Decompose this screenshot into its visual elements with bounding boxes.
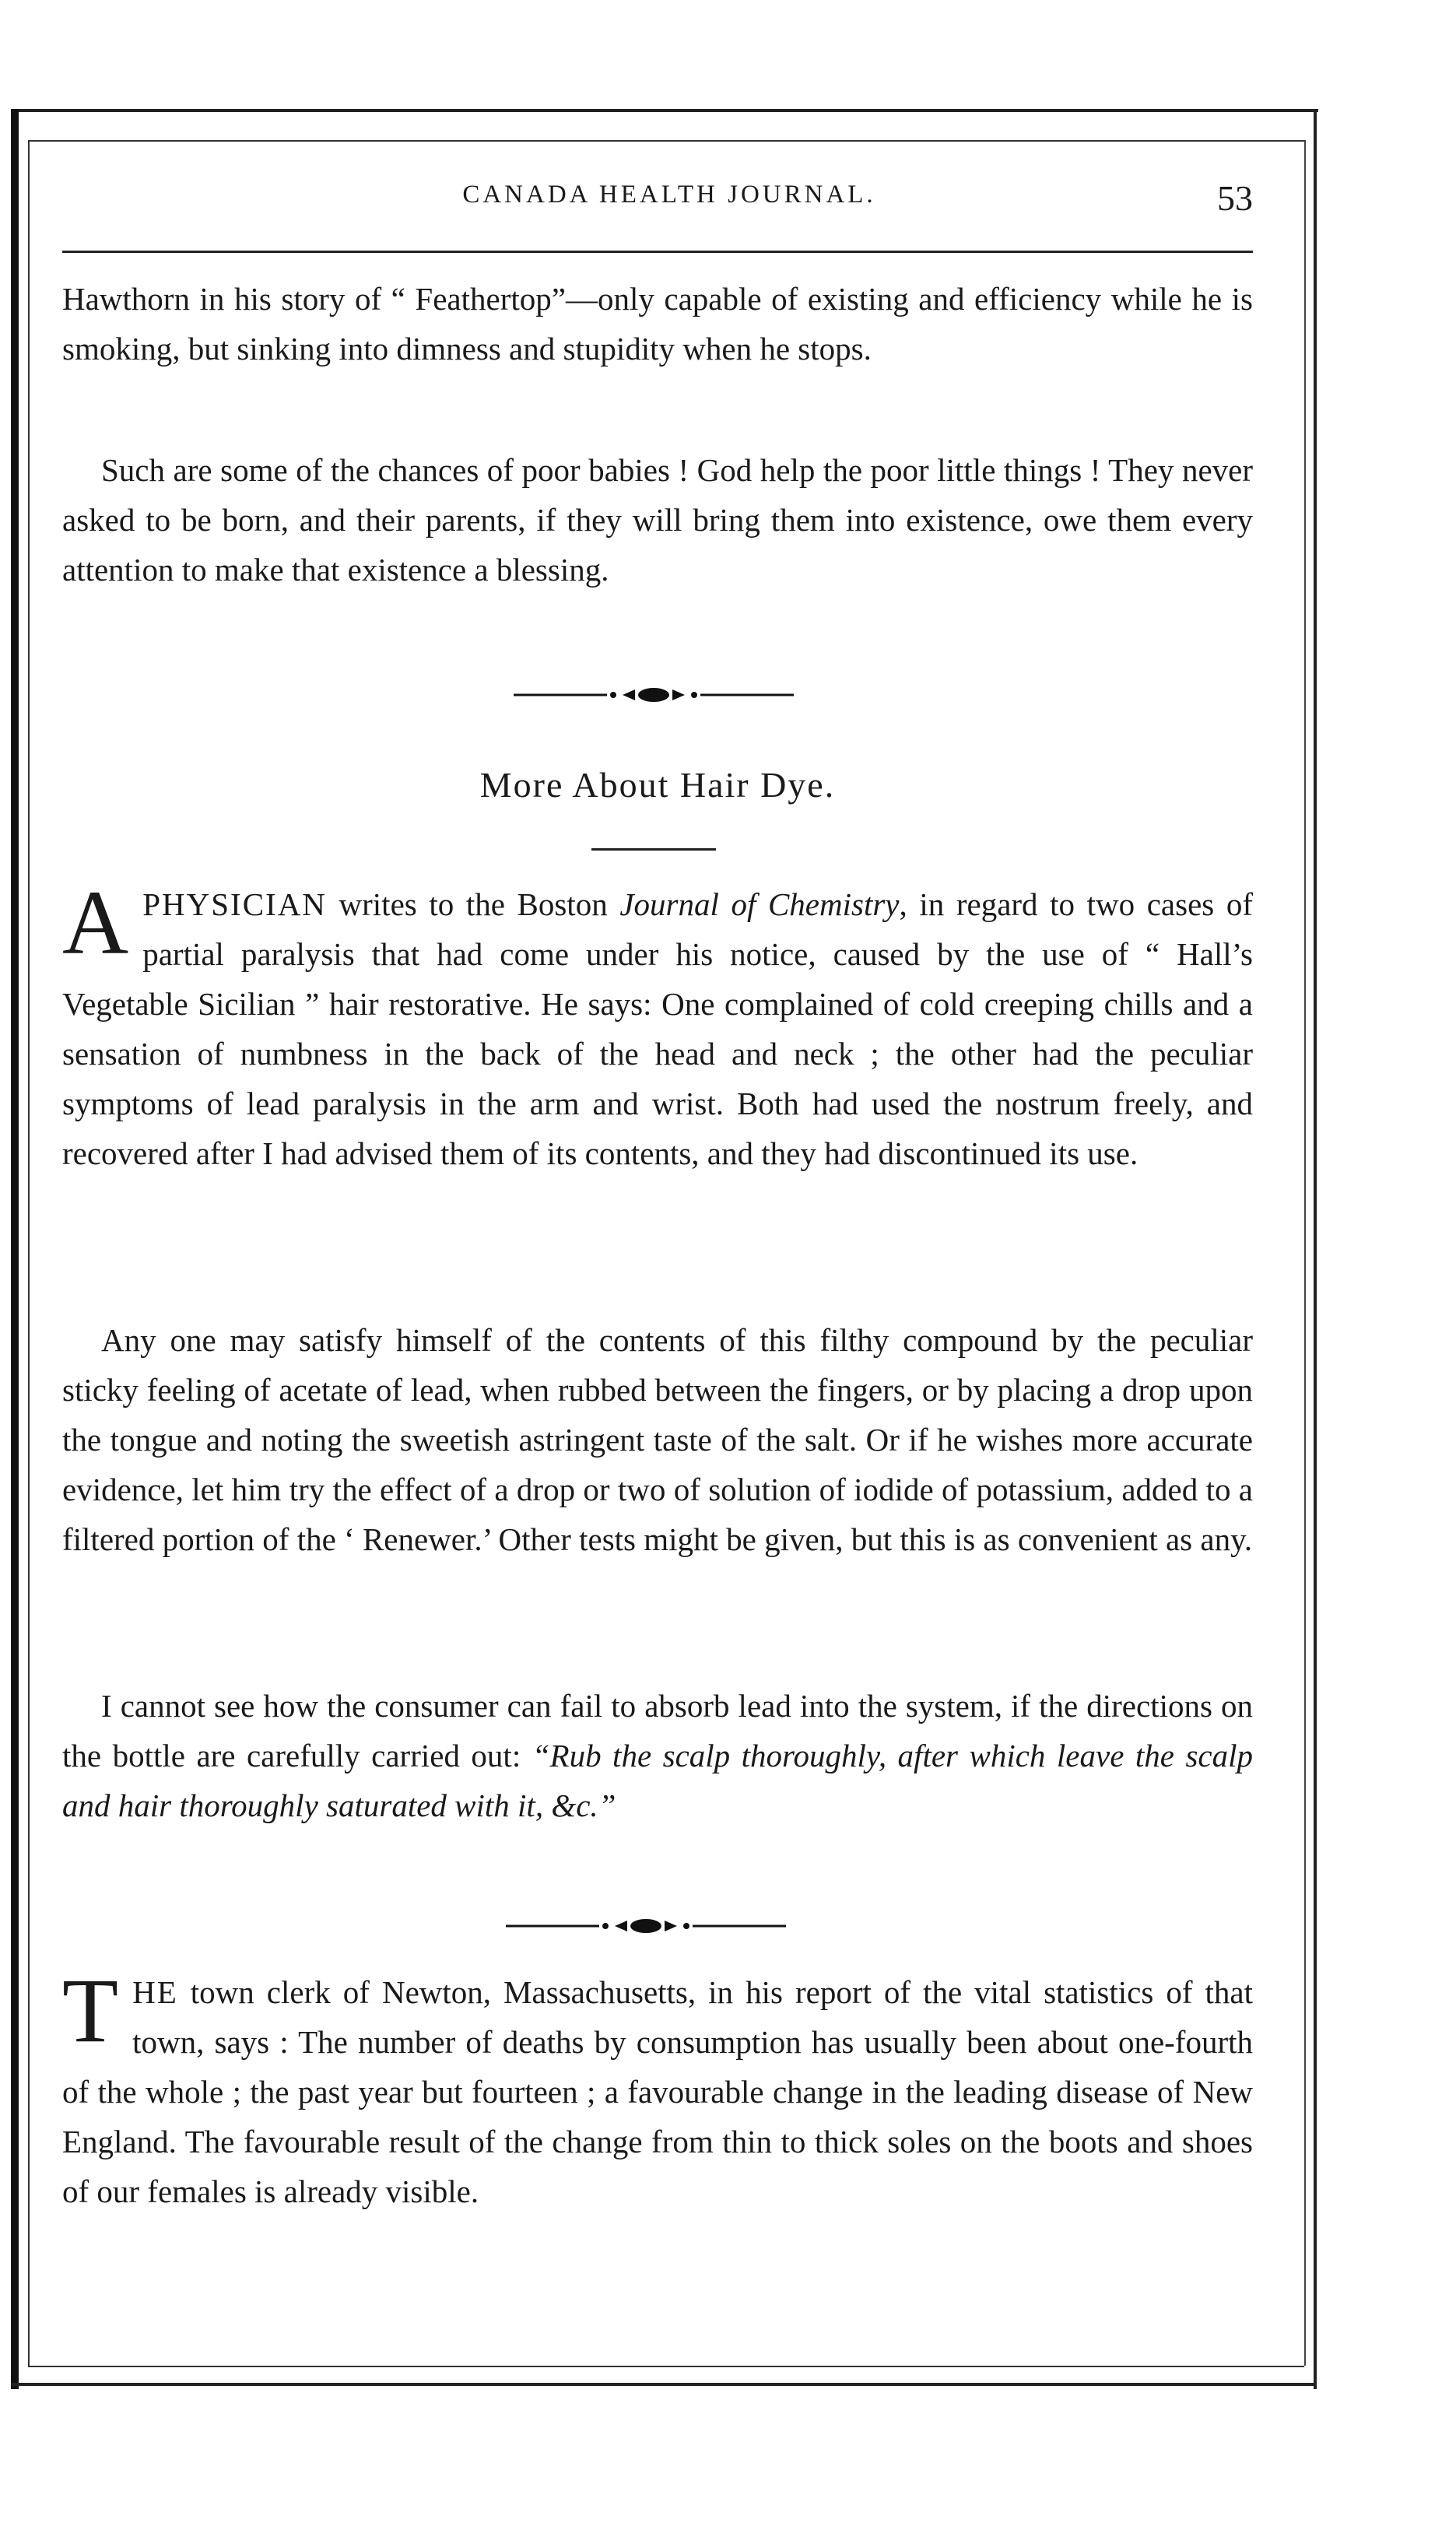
frame-inner-right-rule [1304, 140, 1306, 2366]
lead-word: HE [132, 1974, 178, 2010]
drop-cap: A [62, 872, 129, 974]
continued-paragraph-2: Such are some of the chances of poor babies ! God help the poor little things ! They never asked to be born, and their parents, if they will bring them into existence, owe them every attention to make that existence a blessing. [62, 452, 1253, 588]
frame-inner-left-rule [28, 140, 30, 2366]
article-paragraph-3 [62, 1681, 1253, 1830]
frame-left-rule [11, 109, 19, 2389]
paragraph-text: town clerk of Newton, Massachusetts, in his report of the vital statistics of that town, says : The number of deaths by consumption has usually been about one-fourth of the whole ; the past year but fourteen ; a favourable change in the leading disease of New England. The favourable result of the change from thin to thick soles on the boots and shoes of our females is already visible. [62, 1974, 1253, 2209]
paragraph-text: I cannot see how the consumer can fail to absorb lead into the system, if the directions on the bottle are carefully carried out: [62, 1688, 1253, 1773]
quoted-directions: “Rub the scalp thoroughly, after which leave the scalp and hair thoroughly saturated with it, &c.” [62, 1738, 1254, 1823]
article-title: More About Hair Dye. [479, 765, 836, 805]
frame-inner-top-rule [28, 140, 1304, 142]
lead-word: PHYSICIAN [142, 886, 327, 922]
title-rule [591, 848, 716, 851]
article-paragraph-2: Any one may satisfy himself of the contents of this filthy compound by the peculiar sticky feeling of acetate of lead, when rubbed between the fingers, or by placing a drop upon the tongue and noting the sweetish astringent taste of the salt. Or if he wishes more accurate evidence, let him try the effect of a drop or two of solution of iodide of potassium, added to a filtered portion of the ‘ Renewer.’ Other tests might be given, but this is as convenient as any. [62, 1322, 1253, 1557]
ornament-icon [506, 1914, 786, 1938]
drop-cap: T [62, 1959, 119, 2061]
article-paragraph-1 [62, 872, 1253, 1178]
frame-top-rule [11, 109, 1318, 112]
frame-bottom-rule [11, 2383, 1317, 2386]
page-number: 53 [1217, 178, 1253, 218]
frame-inner-bottom-rule [28, 2366, 1304, 2367]
section-ornament [506, 1914, 786, 1938]
paragraph-text: , in regard to two cases of partial paralysis that had come under his notice, caused by the use of “ Hall’s Vegetable Sicilian ” hair restorative. He says: One complained of cold creeping chills and a sensation of numbness in the back of the head and neck ; the other had the peculiar symptoms of lead paralysis in the arm and wrist. Both had used the nostrum freely, and recovered after I had advised them of its contents, and they had discontinued its use. [62, 886, 1253, 1171]
running-title: CANADA HEALTH JOURNAL. [462, 181, 876, 209]
journal-name: Journal of Chemistry [619, 886, 900, 922]
header-rule [62, 251, 1253, 253]
frame-right-rule [1314, 109, 1317, 2389]
running-head [62, 178, 1276, 227]
ornament-icon [514, 683, 794, 707]
paragraph-text: writes to the Boston [326, 886, 620, 922]
section-ornament [514, 683, 794, 707]
continued-paragraph-1: Hawthorn in his story of “ Feathertop”—only capable of existing and efficiency while he is smoking, but sinking into dimness and stupidity when he stops. [62, 281, 1253, 367]
note-paragraph [62, 1959, 1253, 2216]
